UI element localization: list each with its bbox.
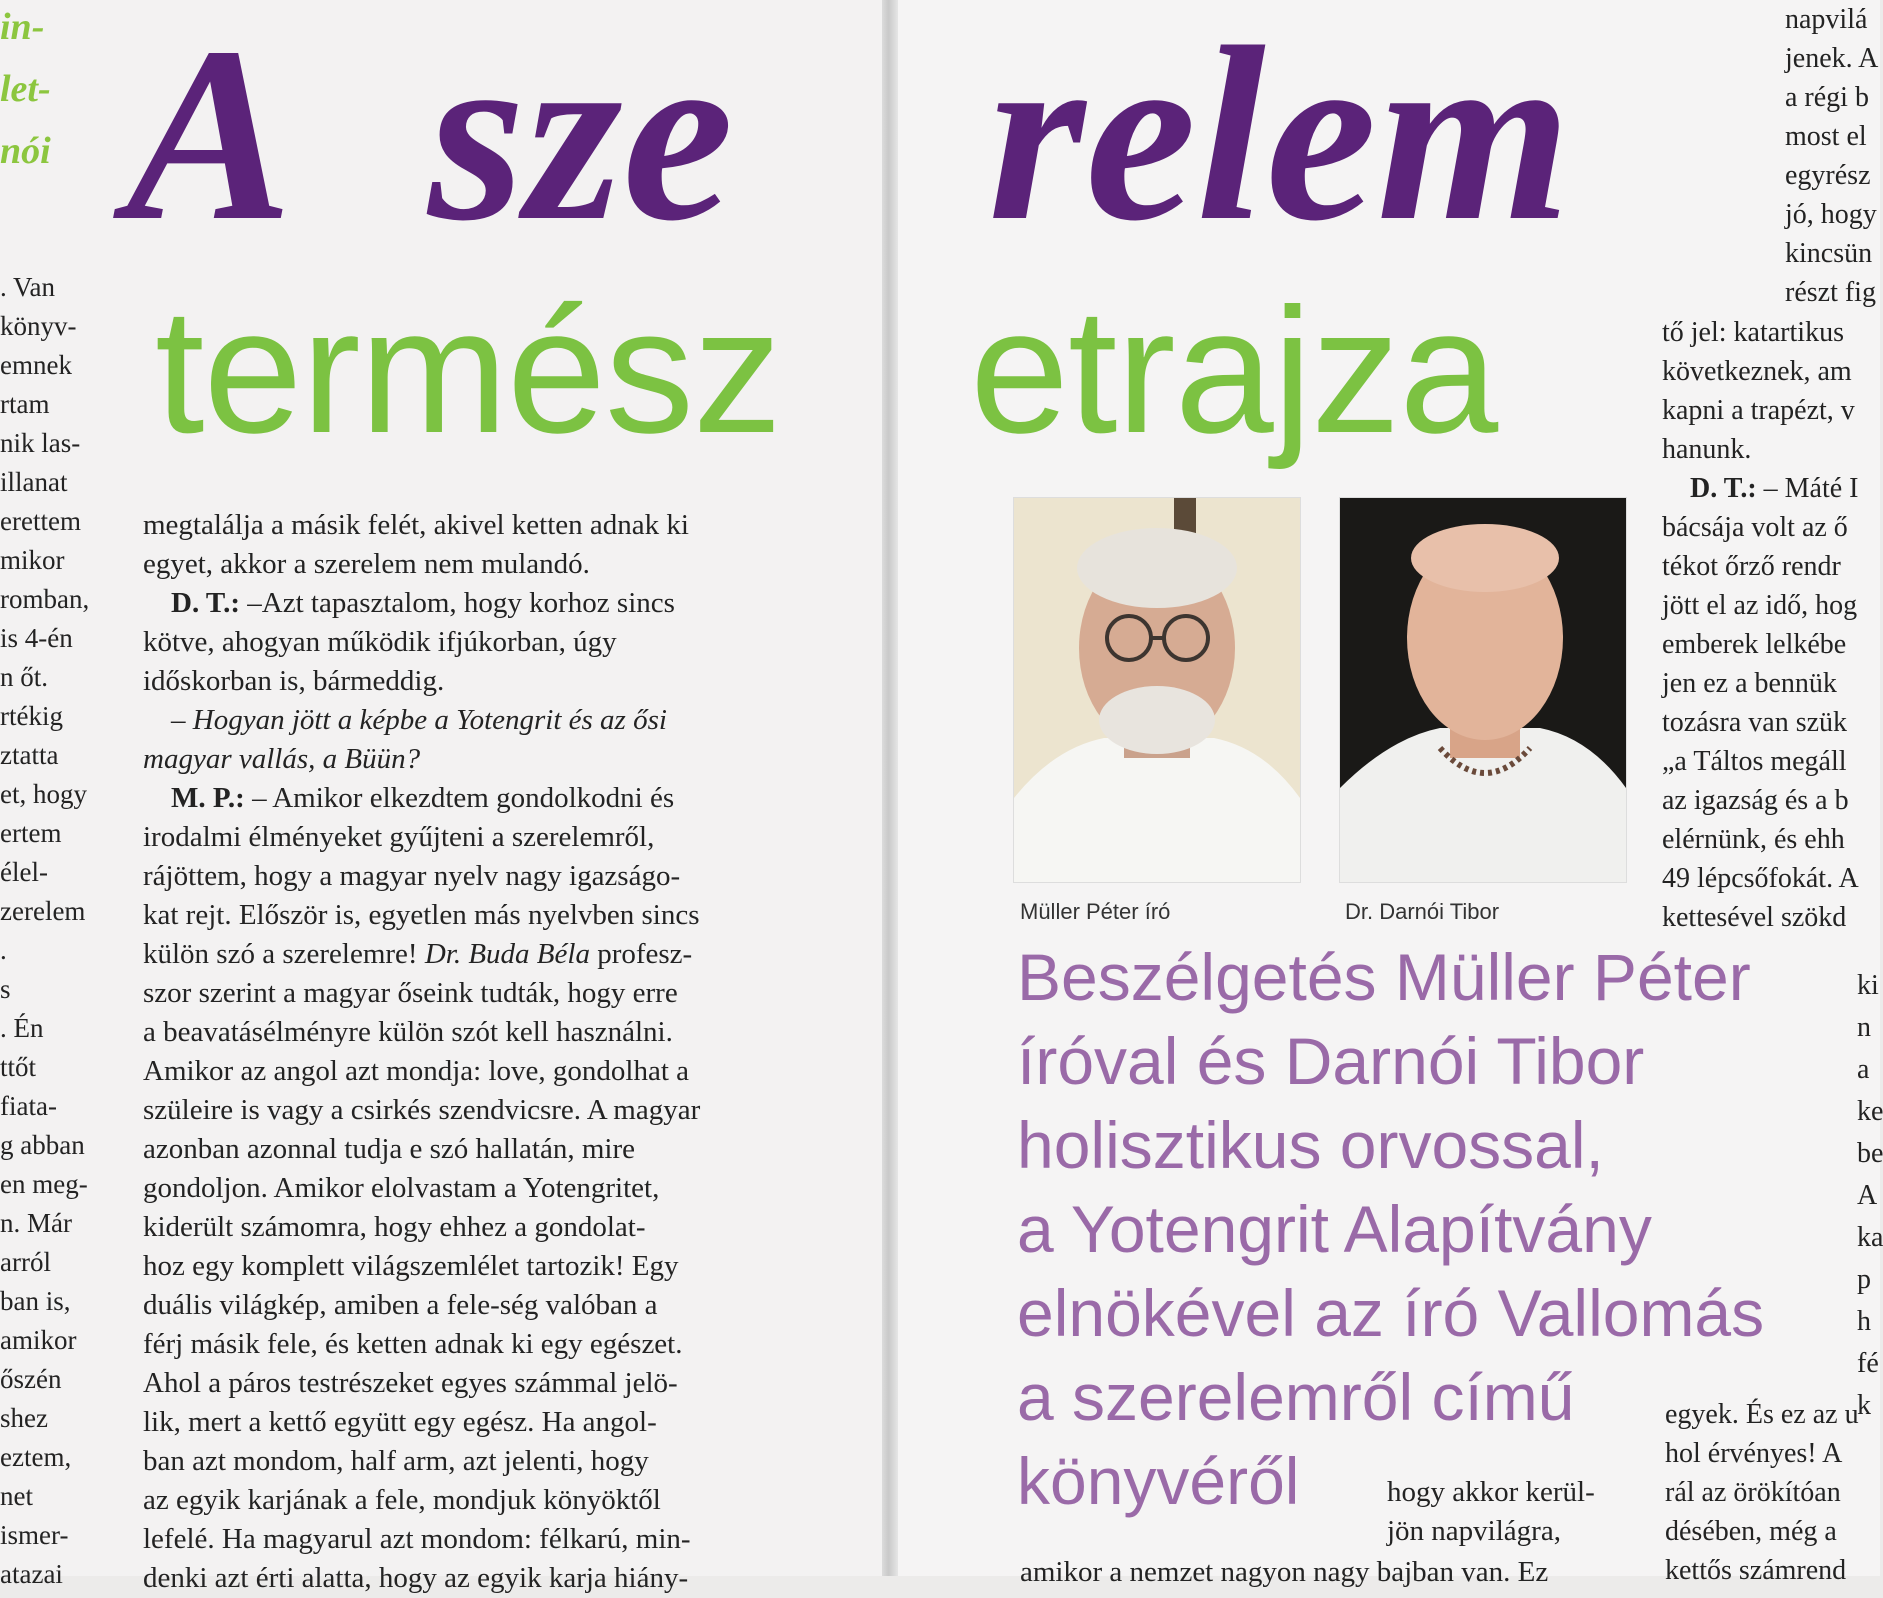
right-column-line: [1662, 313, 1880, 352]
line-text: jen ez a bennük: [1662, 668, 1837, 699]
continuation-text-bottom: [1020, 1553, 1548, 1592]
margin-line: et, hogy: [0, 779, 87, 809]
right-column-line: jó, hogy: [1785, 199, 1877, 230]
margin-line: rtékig: [0, 701, 63, 731]
margin-line: romban,: [0, 584, 90, 614]
article-line: [143, 779, 763, 818]
margin-line: nik las-: [0, 428, 81, 458]
article-line: a beavatásélményre külön szót kell használni.: [143, 1016, 673, 1048]
article-line: egyet, akkor a szerelem nem mulandó.: [143, 548, 590, 580]
lead-line: a szerelemről című: [1017, 1360, 1575, 1434]
person-name: Dr. Buda Béla: [424, 938, 590, 970]
right-column-line: egyrész: [1785, 160, 1871, 191]
line-text: 49 lépcsőfokát. A: [1662, 863, 1859, 894]
continuation-line: amikor a nemzet nagyon nagy bajban van. Ez: [1020, 1556, 1549, 1588]
right-column-line: [1662, 547, 1880, 586]
article-line: gondoljon. Amikor elolvastam a Yotengritet,: [143, 1172, 660, 1204]
article-line: magyar vallás, a Büün?: [143, 743, 421, 775]
margin-line: in-: [0, 6, 45, 48]
right-column-line: désében, még a: [1665, 1516, 1837, 1547]
margin-line: amikor: [0, 1325, 77, 1355]
margin-line: őszén: [0, 1364, 62, 1394]
right-column-line: be: [1857, 1138, 1883, 1169]
article-line: megtalálja a másik felét, akivel ketten adnak ki: [143, 509, 689, 541]
article-line: ban azt mondom, half arm, azt jelenti, hogy: [143, 1445, 649, 1477]
article-line: férj másik fele, és ketten adnak ki egy egészet.: [143, 1328, 683, 1360]
article-line: kiderült számomra, hogy ehhez a gondolat-: [143, 1211, 646, 1243]
title-word-relem: relem: [988, 0, 1572, 273]
line-text: –Azt tapasztalom, hogy korhoz sincs: [240, 587, 675, 619]
margin-line: . Van: [0, 272, 56, 302]
lead-line: Beszélgetés Müller Péter: [1017, 940, 1751, 1014]
article-line: lik, mert a kettő együtt egy egész. Ha angol-: [143, 1406, 657, 1438]
portrait-darnoi-image: [1340, 498, 1626, 882]
article-line: duális világkép, amiben a fele-ség valóban a: [143, 1289, 658, 1321]
article-line: irodalmi élményeket gyűjteni a szerelemről,: [143, 821, 655, 853]
margin-line: ttőt: [0, 1052, 37, 1082]
right-column-line: a: [1857, 1054, 1870, 1085]
continuation-line: jön napvilágra,: [1387, 1515, 1561, 1547]
right-column-line: ke: [1857, 1096, 1883, 1127]
article-line: időskorban is, bármeddig.: [143, 665, 445, 697]
article-line: az egyik karjának a fele, mondjuk könyöktől: [143, 1484, 661, 1516]
right-column-line: [1662, 508, 1880, 547]
margin-line: en meg-: [0, 1169, 88, 1199]
right-column-line: [1662, 352, 1880, 391]
margin-line: eztem,: [0, 1442, 72, 1472]
right-column-line: fé: [1857, 1348, 1879, 1379]
margin-line: mikor: [0, 545, 65, 575]
right-column-line: [1662, 703, 1880, 742]
article-body: [143, 506, 763, 1598]
line-text: kettesével szökd: [1662, 902, 1847, 933]
margin-line: let-: [0, 68, 51, 110]
line-text: „a Táltos megáll: [1662, 746, 1847, 777]
margin-line: n őt.: [0, 662, 49, 692]
line-text: – Máté I: [1756, 473, 1859, 504]
margin-line: s: [0, 974, 11, 1004]
speaker-label: D. T.:: [171, 587, 241, 619]
line-text: elérnünk, és ehh: [1662, 824, 1845, 855]
margin-line: élel-: [0, 857, 48, 887]
margin-line: .: [0, 935, 7, 965]
left-margin-top-column: [0, 0, 60, 182]
article-line: denki azt érti alatta, hogy az egyik karja hiány-: [143, 1562, 689, 1594]
margin-line: zerelem: [0, 896, 86, 926]
right-column-line: [1662, 898, 1880, 937]
continuation-line: hogy akkor kerül-: [1387, 1476, 1595, 1508]
right-column-line: n: [1857, 1012, 1871, 1043]
right-column-line: A: [1857, 1180, 1878, 1211]
right-column-line: most el: [1785, 121, 1867, 152]
right-column-line: h: [1857, 1306, 1871, 1337]
margin-line: arról: [0, 1247, 51, 1277]
margin-line: könyv-: [0, 311, 77, 341]
right-column-line: hol érvényes! A: [1665, 1438, 1843, 1469]
right-column-line: [1662, 742, 1880, 781]
right-narrow-column: [1857, 965, 1883, 1427]
right-column-line: p: [1857, 1264, 1871, 1295]
right-column-line: [1662, 820, 1880, 859]
margin-line: ztatta: [0, 740, 59, 770]
caption-darnoi: Dr. Darnói Tibor: [1345, 899, 1500, 924]
line-text: következnek, am: [1662, 356, 1852, 387]
article-line: hoz egy komplett világszemlélet tartozik! Egy: [143, 1250, 679, 1282]
article-line: Amikor az angol azt mondja: love, gondolhat a: [143, 1055, 690, 1087]
margin-line: n. Már: [0, 1208, 72, 1238]
margin-line: fiata-: [0, 1091, 57, 1121]
margin-line: ismer-: [0, 1520, 69, 1550]
subtitle-part-2: etrajza: [970, 271, 1498, 470]
right-column-line: ki: [1857, 970, 1879, 1001]
lead-line: a Yotengrit Alapítvány: [1017, 1192, 1652, 1266]
right-column-line: egyek. És ez az u: [1665, 1399, 1859, 1430]
article-line: kat rejt. Először is, egyetlen más nyelvben sincs: [143, 899, 700, 931]
article-line: [143, 584, 763, 623]
right-column-line: k: [1857, 1390, 1871, 1421]
line-text: külön szó a szerelemre!: [143, 938, 425, 970]
left-margin-column: [0, 268, 104, 1594]
right-column-line: [1662, 586, 1880, 625]
right-top-column: [1785, 0, 1880, 312]
title-word-sze: sze: [428, 0, 734, 273]
right-column-line: részt fig: [1785, 277, 1876, 308]
margin-line: atazai: [0, 1559, 63, 1589]
right-column-line: rál az örökítóan: [1665, 1477, 1841, 1508]
article-line: – Hogyan jött a képbe a Yotengrit és az ősi: [171, 704, 667, 736]
margin-line: ertem: [0, 818, 62, 848]
lead-line: íróval és Darnói Tibor: [1017, 1024, 1645, 1098]
article-line: azonban azonnal tudja e szó hallatán, mire: [143, 1133, 635, 1165]
right-column-line: a régi b: [1785, 82, 1869, 113]
lead-line: holisztikus orvossal,: [1017, 1108, 1604, 1182]
line-text: jött el az idő, hog: [1662, 590, 1858, 621]
right-column-line: kincsün: [1785, 238, 1873, 269]
margin-line: shez: [0, 1403, 48, 1433]
right-column-line: ka: [1857, 1222, 1883, 1253]
right-column-line: jenek. A: [1785, 43, 1879, 74]
line-text: bácsája volt az ő: [1662, 512, 1848, 543]
line-text: emberek lelkébe: [1662, 629, 1847, 660]
margin-line: erettem: [0, 506, 81, 536]
margin-line: is 4-én: [0, 623, 73, 653]
continuation-text: [1387, 1473, 1595, 1551]
line-text: tékot őrző rendr: [1662, 551, 1841, 582]
line-text: – Amikor elkezdtem gondolkodni és: [244, 782, 675, 814]
photo-muller-peter: [1013, 497, 1301, 883]
caption-muller: Müller Péter író: [1020, 899, 1171, 924]
right-bottom-column: [1665, 1395, 1880, 1590]
photo-darnoi-tibor: [1339, 497, 1627, 883]
right-column-line: [1662, 391, 1880, 430]
line-text: hanunk.: [1662, 434, 1752, 465]
right-column-line: [1662, 859, 1880, 898]
margin-line: . Én: [0, 1013, 44, 1043]
right-column-line: [1662, 469, 1880, 508]
article-line: szor szerint a magyar őseink tudták, hogy erre: [143, 977, 678, 1009]
line-text: kapni a trapézt, v: [1662, 395, 1855, 426]
lead-line: könyvéről: [1017, 1444, 1300, 1518]
portrait-muller-image: [1014, 498, 1300, 882]
right-middle-column: [1662, 313, 1880, 937]
margin-line: rtam: [0, 389, 50, 419]
article-line: szüleire is vagy a csirkés szendvicsre. A magyar: [143, 1094, 701, 1126]
right-column-line: [1662, 625, 1880, 664]
lead-line: elnökével az író Vallomás: [1017, 1276, 1765, 1350]
speaker-label: M. P.:: [171, 782, 245, 814]
margin-line: net: [0, 1481, 33, 1511]
margin-line: emnek: [0, 350, 72, 380]
line-text: tozásra van szük: [1662, 707, 1848, 738]
right-column-line: [1662, 430, 1880, 469]
line-text: profesz-: [589, 938, 693, 970]
article-line: kötve, ahogyan működik ifjúkorban, úgy: [143, 626, 617, 658]
article-line: Ahol a páros testrészeket egyes számmal jelö-: [143, 1367, 678, 1399]
right-column-line: [1662, 781, 1880, 820]
article-line: lefelé. Ha magyarul azt mondom: félkarú, min-: [143, 1523, 691, 1555]
line-text: az igazság és a b: [1662, 785, 1849, 816]
title-word-a: A: [126, 0, 293, 273]
right-column-line: napvilá: [1785, 4, 1868, 35]
speaker-label: D. T.:: [1690, 473, 1757, 504]
margin-line: nói: [0, 130, 51, 172]
margin-line: g abban: [0, 1130, 85, 1160]
margin-line: illanat: [0, 467, 68, 497]
right-column-line: kettős számrend: [1665, 1555, 1847, 1586]
article-line: [143, 935, 763, 974]
margin-line: ban is,: [0, 1286, 71, 1316]
subtitle-part-1: termész: [155, 271, 781, 470]
line-text: tő jel: katartikus: [1662, 317, 1844, 348]
article-line: rájöttem, hogy a magyar nyelv nagy igazságo-: [143, 860, 681, 892]
right-column-line: [1662, 664, 1880, 703]
page-gutter: [882, 0, 898, 1576]
